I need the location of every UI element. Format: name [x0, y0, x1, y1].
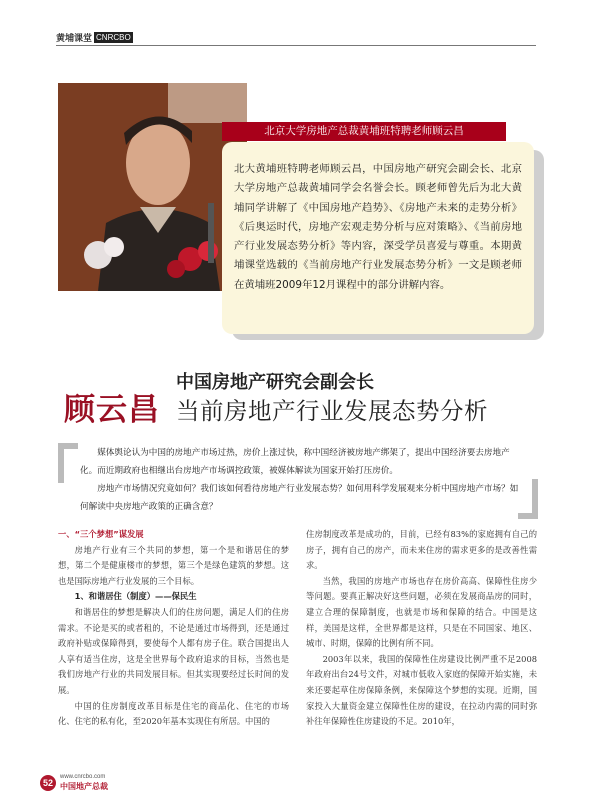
body-paragraph: 住房制度改革是成功的，目前，已经有83%的家庭拥有自己的房子，拥有自己的房产，而未来住房的需求更多的是改善性需求。	[306, 529, 537, 571]
body-column-left	[58, 527, 289, 730]
photo-caption: 北京大学房地产总裁黄埔班特聘老师顾云昌	[222, 122, 506, 141]
intro-text: 北大黄埔班特聘老师顾云昌，中国房地产研究会副会长、北京大学房地产总裁黄埔同学会名誉会长。顾老师曾先后为北大黄埔同学讲解了《中国房地产趋势》、《房地产未来的走势分析》《后奥运时代，房地产宏观走势分析与应对策略》、《当前房地产行业发展态势分析》等内容，深受学员喜爱与尊重。本期黄埔课堂选载的《当前房地产行业发展态势分析》一文是顾老师在黄埔班2009年12月课程中的部分讲解内容。	[234, 163, 522, 291]
sub-heading: 1、和谐居住（制度）——保民生	[74, 591, 197, 602]
body-paragraph: 房地产行业有三个共同的梦想，第一个是和谐居住的梦想，第二个是健康楼市的梦想，第三个是绿色建筑的梦想。这也是国际房地产行业发展的三个目标。	[58, 544, 289, 586]
abstract-paragraph: 媒体舆论认为中国的房地产市场过热，房价上涨过快，称中国经济被房地产绑架了，提出中国经济要去房地产化。而近期政府也相继出台房地产市场调控政策，被媒体解读为国家开始打压房价。	[80, 448, 510, 476]
section-label-en: CNRCBO	[96, 33, 131, 42]
article-title: 当前房地产行业发展态势分析	[176, 397, 488, 425]
speaker-photo	[58, 83, 247, 291]
body-paragraph: 和谐居住的梦想是解决人们的住房问题，满足人们的住房需求。不论是买的或者租的，不论是通过市场得到，还是通过政府补贴或保障得到，要使每个人都有房子住。联合国提出人人享有适当住房，这是全世界每个政府追求的目标，当然也是我们房地产行业的共同发展目标。但其实现要经过长时间的发展。	[58, 606, 289, 695]
body-column-right	[306, 527, 537, 730]
footer-url: www.cnrcbo.com	[60, 774, 106, 780]
body-paragraph: 当然，我国的房地产市场也存在房价高高、保障性住房少等问题。要真正解决好这些问题，必须在发展商品房的同时，建立合理的保障制度，也就是市场和保障的结合。中国是这样，美国是这样，全世界都是这样，只是在不同国家、地区、城市、时期，保障的比例有所不同。	[306, 575, 537, 649]
body-paragraph: 中国的住房制度改革目标是住宅的商品化、住宅的市场化、住宅的私有化，至2020年基本实现住有所居。中国的	[58, 700, 289, 727]
page-number: 52	[40, 775, 56, 791]
abstract-bracket-right	[518, 479, 538, 519]
section-header	[56, 31, 133, 44]
author-position: 中国房地产研究会副会长	[176, 372, 374, 393]
section-label: 黄埔课堂	[56, 31, 94, 44]
abstract-paragraph: 房地产市场情况究竟如何？我们该如何看待房地产行业发展态势？如何用科学发展观来分析中国房地产市场？如何解读中央房地产政策的正确含意？	[80, 484, 519, 512]
header-rule	[56, 45, 536, 46]
footer-magazine-name: 中国地产总裁	[60, 782, 108, 791]
abstract	[80, 445, 520, 517]
intro-box	[222, 142, 534, 334]
body-paragraph: 2003年以来，我国的保障性住房建设比例严重不足2008年政府出台24号文件，对城市低收入家庭的保障开始实施，未来还要起草住房保障条例，来保障这个梦想的实现。近期，国家投入大量资金建立保障性住房的建设，在拉动内需的同时弥补往年保障性住房建设的不足。2010年，	[306, 653, 537, 727]
abstract-bracket-left	[58, 443, 78, 483]
section-heading: 一、“三个梦想”谋发展	[58, 529, 144, 539]
author-name: 顾云昌	[64, 392, 160, 428]
